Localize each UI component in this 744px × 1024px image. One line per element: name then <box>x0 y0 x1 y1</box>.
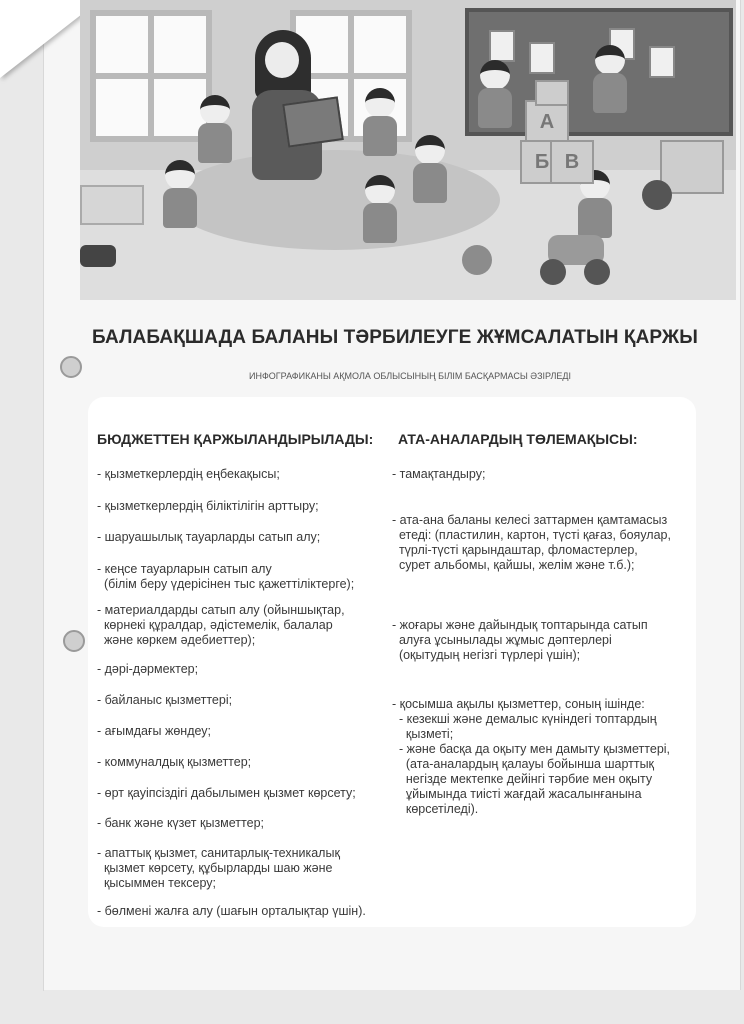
ball <box>642 180 672 210</box>
picture-frame <box>489 30 515 62</box>
budget-column-title: БЮДЖЕТТЕН ҚАРЖЫЛАНДЫРЫЛАДЫ: <box>97 431 374 447</box>
budget-item: - дәрі-дәрмектер; <box>97 662 199 676</box>
parents-item: - жоғары және дайындық топтарында сатып алуға ұсынылады жұмыс дәптерлері (оқытудың негізгі түрлері үшін); <box>392 618 648 662</box>
parents-item: - ата-ана баланы келесі заттармен қамтамасыз етеді: (пластилин, картон, түсті қағаз, бояулар, түрлі-түсті қарындаштар, фломастерлер, сурет альбомы, қайшы, желім және т.б.); <box>392 513 671 572</box>
parents-column-title: АТА-АНАЛАРДЫҢ ТӨЛЕМАҚЫСЫ: <box>398 431 638 447</box>
budget-item: - апаттық қызмет, санитарлық-техникалық қызмет көрсету, құбырларды шаю және қысыммен тексеру; <box>97 846 340 890</box>
teacher-face <box>265 42 299 78</box>
budget-item: - банк және күзет қызметтер; <box>97 816 264 830</box>
budget-item: - қызметкерлердің еңбекақысы; <box>97 467 280 481</box>
teddy-bear <box>462 245 492 275</box>
toy-basket <box>80 185 144 225</box>
budget-item: - материалдарды сатып алу (ойыншықтар, көрнекі құралдар, әдістемелік, балалар және көркем әдебиеттер); <box>97 603 345 647</box>
budget-item: - өрт қауіпсіздігі дабылымен қызмет көрсету; <box>97 786 356 800</box>
budget-item: - ағымдағы жөндеу; <box>97 724 212 738</box>
budget-item: - шаруашылық тауарларды сатып алу; <box>97 530 321 544</box>
open-book <box>282 96 344 147</box>
round-rug <box>170 150 500 250</box>
budget-item: - бөлмені жалға алу (шағын орталықтар үшін). <box>97 904 366 918</box>
budget-item: - байланыс қызметтері; <box>97 693 233 707</box>
toy-car <box>80 245 116 267</box>
letter-block-v: В <box>550 140 594 184</box>
classroom-illustration <box>80 0 736 300</box>
budget-item: - коммуналдық қызметтер; <box>97 755 252 769</box>
punch-hole <box>63 630 85 652</box>
budget-item: - кеңсе тауарларын сатып алу (білім беру үдерісінен тыс қажеттіліктерге); <box>97 562 355 591</box>
parents-item: - қосымша ақылы қызметтер, соның ішінде: - кезекші және демалыс күніндегі топтардың қызметі; - және басқа да оқыту мен дамыту қызметтері, (ата-аналардың қалауы бойынша шарттық негізде мектепке дейінгі тәрбие мен оқыту ұйымында тиісті жағдай жасалынғанына көрсетіледі). <box>392 697 671 816</box>
letter-block-a: А <box>525 100 569 144</box>
parents-item: - тамақтандыру; <box>392 467 486 481</box>
page-subtitle: ИНФОГРАФИКАНЫ АҚМОЛА ОБЛЫСЫНЫҢ БІЛІМ БАСҚАРМАСЫ ӘЗІРЛЕДІ <box>248 371 572 381</box>
page-title: БАЛАБАҚШАДА БАЛАНЫ ТӘРБИЛЕУГЕ ЖҰМСАЛАТЫН ҚАРЖЫ <box>92 327 698 348</box>
punch-hole <box>60 356 82 378</box>
picture-frame <box>649 46 675 78</box>
toy-scooter <box>540 215 610 285</box>
window <box>90 10 212 142</box>
picture-frame <box>529 42 555 74</box>
page-bottom-edge <box>44 990 744 1024</box>
toy-block <box>535 80 569 106</box>
budget-item: - қызметкерлердің біліктілігін арттыру; <box>97 499 319 513</box>
letter-block-b: Б <box>520 140 564 184</box>
